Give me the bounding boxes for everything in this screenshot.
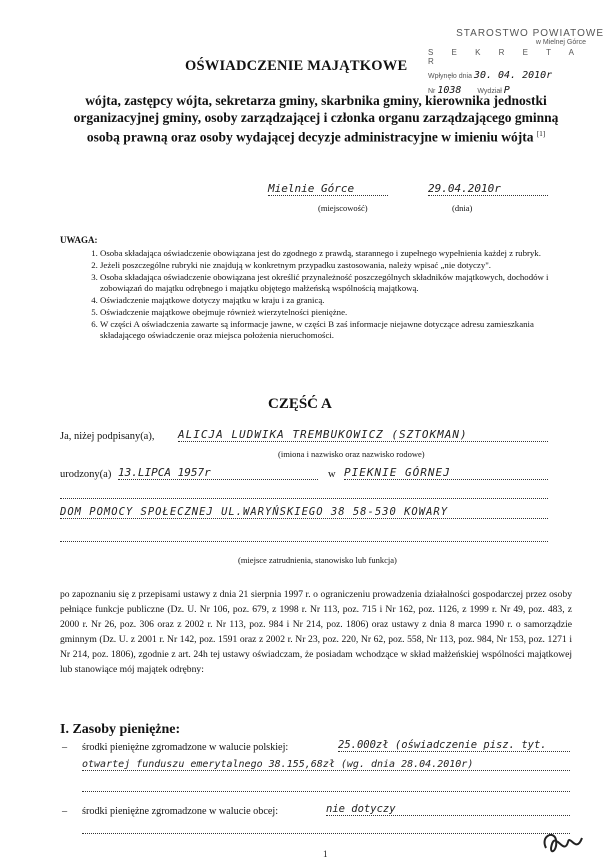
heading-footnote: [1] xyxy=(536,130,546,138)
section-1-heading: I. Zasoby pieniężne: xyxy=(60,722,181,737)
born-in-label: w xyxy=(328,469,336,480)
born-label: urodzony(a) xyxy=(60,469,112,480)
stamp-nr-value: 1038 xyxy=(437,85,462,96)
heading-text: wójta, zastępcy wójta, sekretarza gminy, skarbnika gminy, kierownika jednostki organizacyjnej gminy, osoby zarządzającej i członka organu zarządzającego gminną osobą prawną oraz osoby wydającej decyzje administracyjne w imieniu wójta xyxy=(73,93,559,145)
stamp-location: w Mielnej Górce xyxy=(535,39,586,46)
page-number: 1 xyxy=(323,849,328,859)
name-label: Ja, niżej podpisany(a), xyxy=(60,431,155,442)
registry-stamp xyxy=(428,28,604,100)
document-title: OŚWIADCZENIE MAJĄTKOWE xyxy=(185,58,408,74)
stamp-department: S E K R E T A R xyxy=(428,48,582,66)
stamp-received-value: 30. 04. 2010r xyxy=(473,70,553,81)
signature-mark xyxy=(538,826,594,864)
stamp-dept-value: P xyxy=(503,85,510,96)
employment-field[interactable]: DOM POMOCY SPOŁECZNEJ UL.WARYŃSKIEGO 38 58-530 KOWARY xyxy=(60,506,548,519)
notes-title: UWAGA: xyxy=(60,235,98,245)
foreign-label: środki pieniężne zgromadzone w walucie obcej: xyxy=(82,806,279,817)
pln-label: środki pieniężne zgromadzone w walucie polskiej: xyxy=(82,742,289,753)
note-item: 6. W części A oświadczenia zawarte są informacje jawne, w części B zaś informacje niejawne dotyczące adresu zamieszkania składającego oświadczenie oraz miejsca położenia nieruchomości. xyxy=(100,319,568,341)
date-caption: (dnia) xyxy=(452,203,473,213)
blank-line xyxy=(60,498,548,499)
stamp-received-label: Wpłynęło dnia xyxy=(428,73,472,80)
bullet-dash: – xyxy=(62,806,68,817)
name-field[interactable]: ALICJA LUDWIKA TREMBUKOWICZ (SZTOKMAN) xyxy=(178,428,548,442)
note-item: 3. Osoba składająca oświadczenie obowiązana jest określić przynależność poszczególnych składników majątkowych, dochodów i zobowiązań do majątku odrębnego i majątku objętego małżeńską wspólnością majątkową. xyxy=(100,272,568,294)
stamp-office: STAROSTWO POWIATOWE xyxy=(456,28,604,39)
note-item: 4. Oświadczenie majątkowe dotyczy majątku w kraju i za granicą. xyxy=(100,295,568,306)
notes-list xyxy=(78,248,568,342)
blank-line xyxy=(82,833,570,834)
bullet-dash: – xyxy=(62,742,68,753)
stamp-nr-label: Nr xyxy=(428,88,436,95)
blank-line xyxy=(82,791,570,792)
place-field[interactable]: Mielnie Górce xyxy=(268,182,388,196)
declaration-paragraph: po zapoznaniu się z przepisami ustawy z dnia 21 sierpnia 1997 r. o ograniczeniu prowadzenia działalności gospodarczej przez osoby pełniące funkcje publiczne (Dz. U. Nr 106, poz. 679, z 1998 r. Nr 113, poz. 715 i Nr 162, poz. 1126, z 1999 r. Nr 49, poz. 483, z 2000 r. Nr 26, poz. 306 oraz z 2002 r. Nr 113, poz. 984 i Nr 214, poz. 1806) oraz ustawy z dnia 8 marca 1990 r. o samorządzie gminnym (Dz. U. z 2001 r. Nr 142, poz. 1591 oraz z 2002 r. Nr 23, poz. 220, Nr 62, poz. 558, Nr 113, poz. 984, Nr 153, poz. 1271 i Nr 214, poz. 1806), zgodnie z art. 24h tej ustawy oświadczam, że posiadam wchodzące w skład małżeńskiej wspólności majątkowej lub stanowiące mój majątek odrębny: xyxy=(60,589,572,675)
born-date-field[interactable]: 13.LIPCA 1957r xyxy=(118,466,318,480)
foreign-field[interactable]: nie dotyczy xyxy=(326,803,570,816)
born-place-field[interactable]: PIEKNIE GÓRNEJ xyxy=(344,466,548,480)
stamp-dept-label: Wydział xyxy=(477,88,502,95)
place-caption: (miejscowość) xyxy=(318,203,368,213)
note-item: 2. Jeżeli poszczególne rubryki nie znajdują w konkretnym przypadku zastosowania, należy wpisać „nie dotyczy". xyxy=(100,260,568,271)
date-field[interactable]: 29.04.2010r xyxy=(428,182,548,196)
name-caption: (imiona i nazwisko oraz nazwisko rodowe) xyxy=(278,449,425,459)
note-item: 5. Oświadczenie majątkowe obejmuje również wierzytelności pieniężne. xyxy=(100,307,568,318)
document-heading xyxy=(56,92,576,146)
note-item: 1. Osoba składająca oświadczenie obowiązana jest do zgodnego z prawdą, starannego i zupełnego wypełnienia każdej z rubryk. xyxy=(100,248,568,259)
part-a-heading: CZĘŚĆ A xyxy=(268,396,332,412)
pln-field-continued[interactable]: otwartej funduszu emerytalnego 38.155,68zł (wg. dnia 28.04.2010r) xyxy=(82,759,570,771)
blank-line xyxy=(60,541,548,542)
stamp-received-row xyxy=(428,70,604,81)
pln-field[interactable]: 25.000zł (oświadczenie pisz. tyt. xyxy=(338,739,570,752)
employment-caption: (miejsce zatrudnienia, stanowisko lub funkcja) xyxy=(238,555,397,565)
